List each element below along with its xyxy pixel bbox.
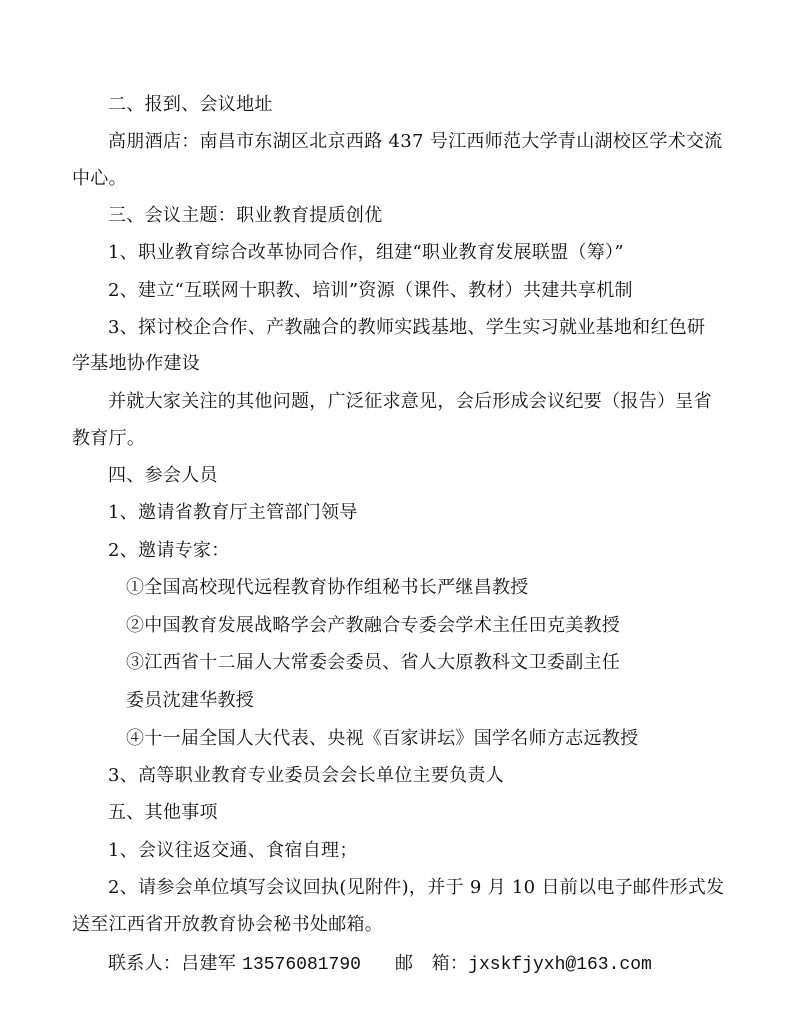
- contact-email: jxskfjyxh@163.com: [468, 955, 652, 975]
- section-3-item-1: 1、职业教育综合改革协同合作，组建“职业教育发展联盟（筹）”: [108, 242, 624, 263]
- section-4-expert-2: ②中国教育发展战略学会产教融合专委会学术主任田克美教授: [126, 615, 621, 636]
- section-2-address-line-2: 中心。: [72, 168, 127, 189]
- section-4-item-3: 3、高等职业教育专业委员会会长单位主要负责人: [108, 765, 505, 786]
- section-2-address-line-1: 高朋酒店：南昌市东湖区北京西路 437 号江西师范大学青山湖校区学术交流: [108, 131, 723, 152]
- section-3-item-2: 2、建立“互联网十职教、培训”资源（课件、教材）共建共享机制: [108, 280, 633, 301]
- section-4-expert-4: ④十一届全国人大代表、央视《百家讲坛》国学名师方志远教授: [126, 728, 639, 749]
- section-4-item-1: 1、邀请省教育厅主管部门领导: [108, 502, 358, 523]
- contact-email-label: 邮 箱：: [394, 953, 469, 974]
- contact-person-name: 吕建军: [181, 953, 237, 974]
- section-2-heading: 二、报到、会议地址: [108, 94, 273, 115]
- section-4-heading: 四、参会人员: [108, 465, 218, 486]
- contact-line: [108, 952, 652, 977]
- section-4-expert-3-line-2: 委员沈建华教授: [126, 690, 255, 711]
- section-4-expert-1: ①全国高校现代远程教育协作组秘书长严继昌教授: [126, 577, 529, 598]
- section-5-item-1: 1、会议往返交通、食宿自理；: [108, 840, 358, 861]
- section-3-note-line-2: 教育厅。: [72, 428, 146, 449]
- section-3-note-line-1: 并就大家关注的其他问题，广泛征求意见，会后形成会议纪要（报告）呈省: [108, 391, 712, 412]
- section-3-item-3-line-1: 3、探讨校企合作、产教融合的教师实践基地、学生实习就业基地和红色研: [108, 317, 706, 338]
- section-5-item-2-line-1: 2、请参会单位填写会议回执(见附件)，并于 9 月 10 日前以电子邮件形式发: [108, 877, 725, 898]
- section-4-item-2: 2、邀请专家：: [108, 540, 230, 561]
- contact-person-label: 联系人：: [108, 953, 182, 974]
- section-4-expert-3-line-1: ③江西省十二届人大常委会委员、省人大原教科文卫委副主任: [126, 652, 621, 673]
- section-5-heading: 五、其他事项: [108, 802, 218, 823]
- section-5-item-2-line-2: 送至江西省开放教育协会秘书处邮箱。: [72, 914, 384, 935]
- contact-phone: 13576081790: [242, 955, 361, 975]
- section-3-heading: 三、会议主题：职业教育提质创优: [108, 205, 383, 226]
- section-3-item-3-line-2: 学基地协作建设: [72, 353, 201, 374]
